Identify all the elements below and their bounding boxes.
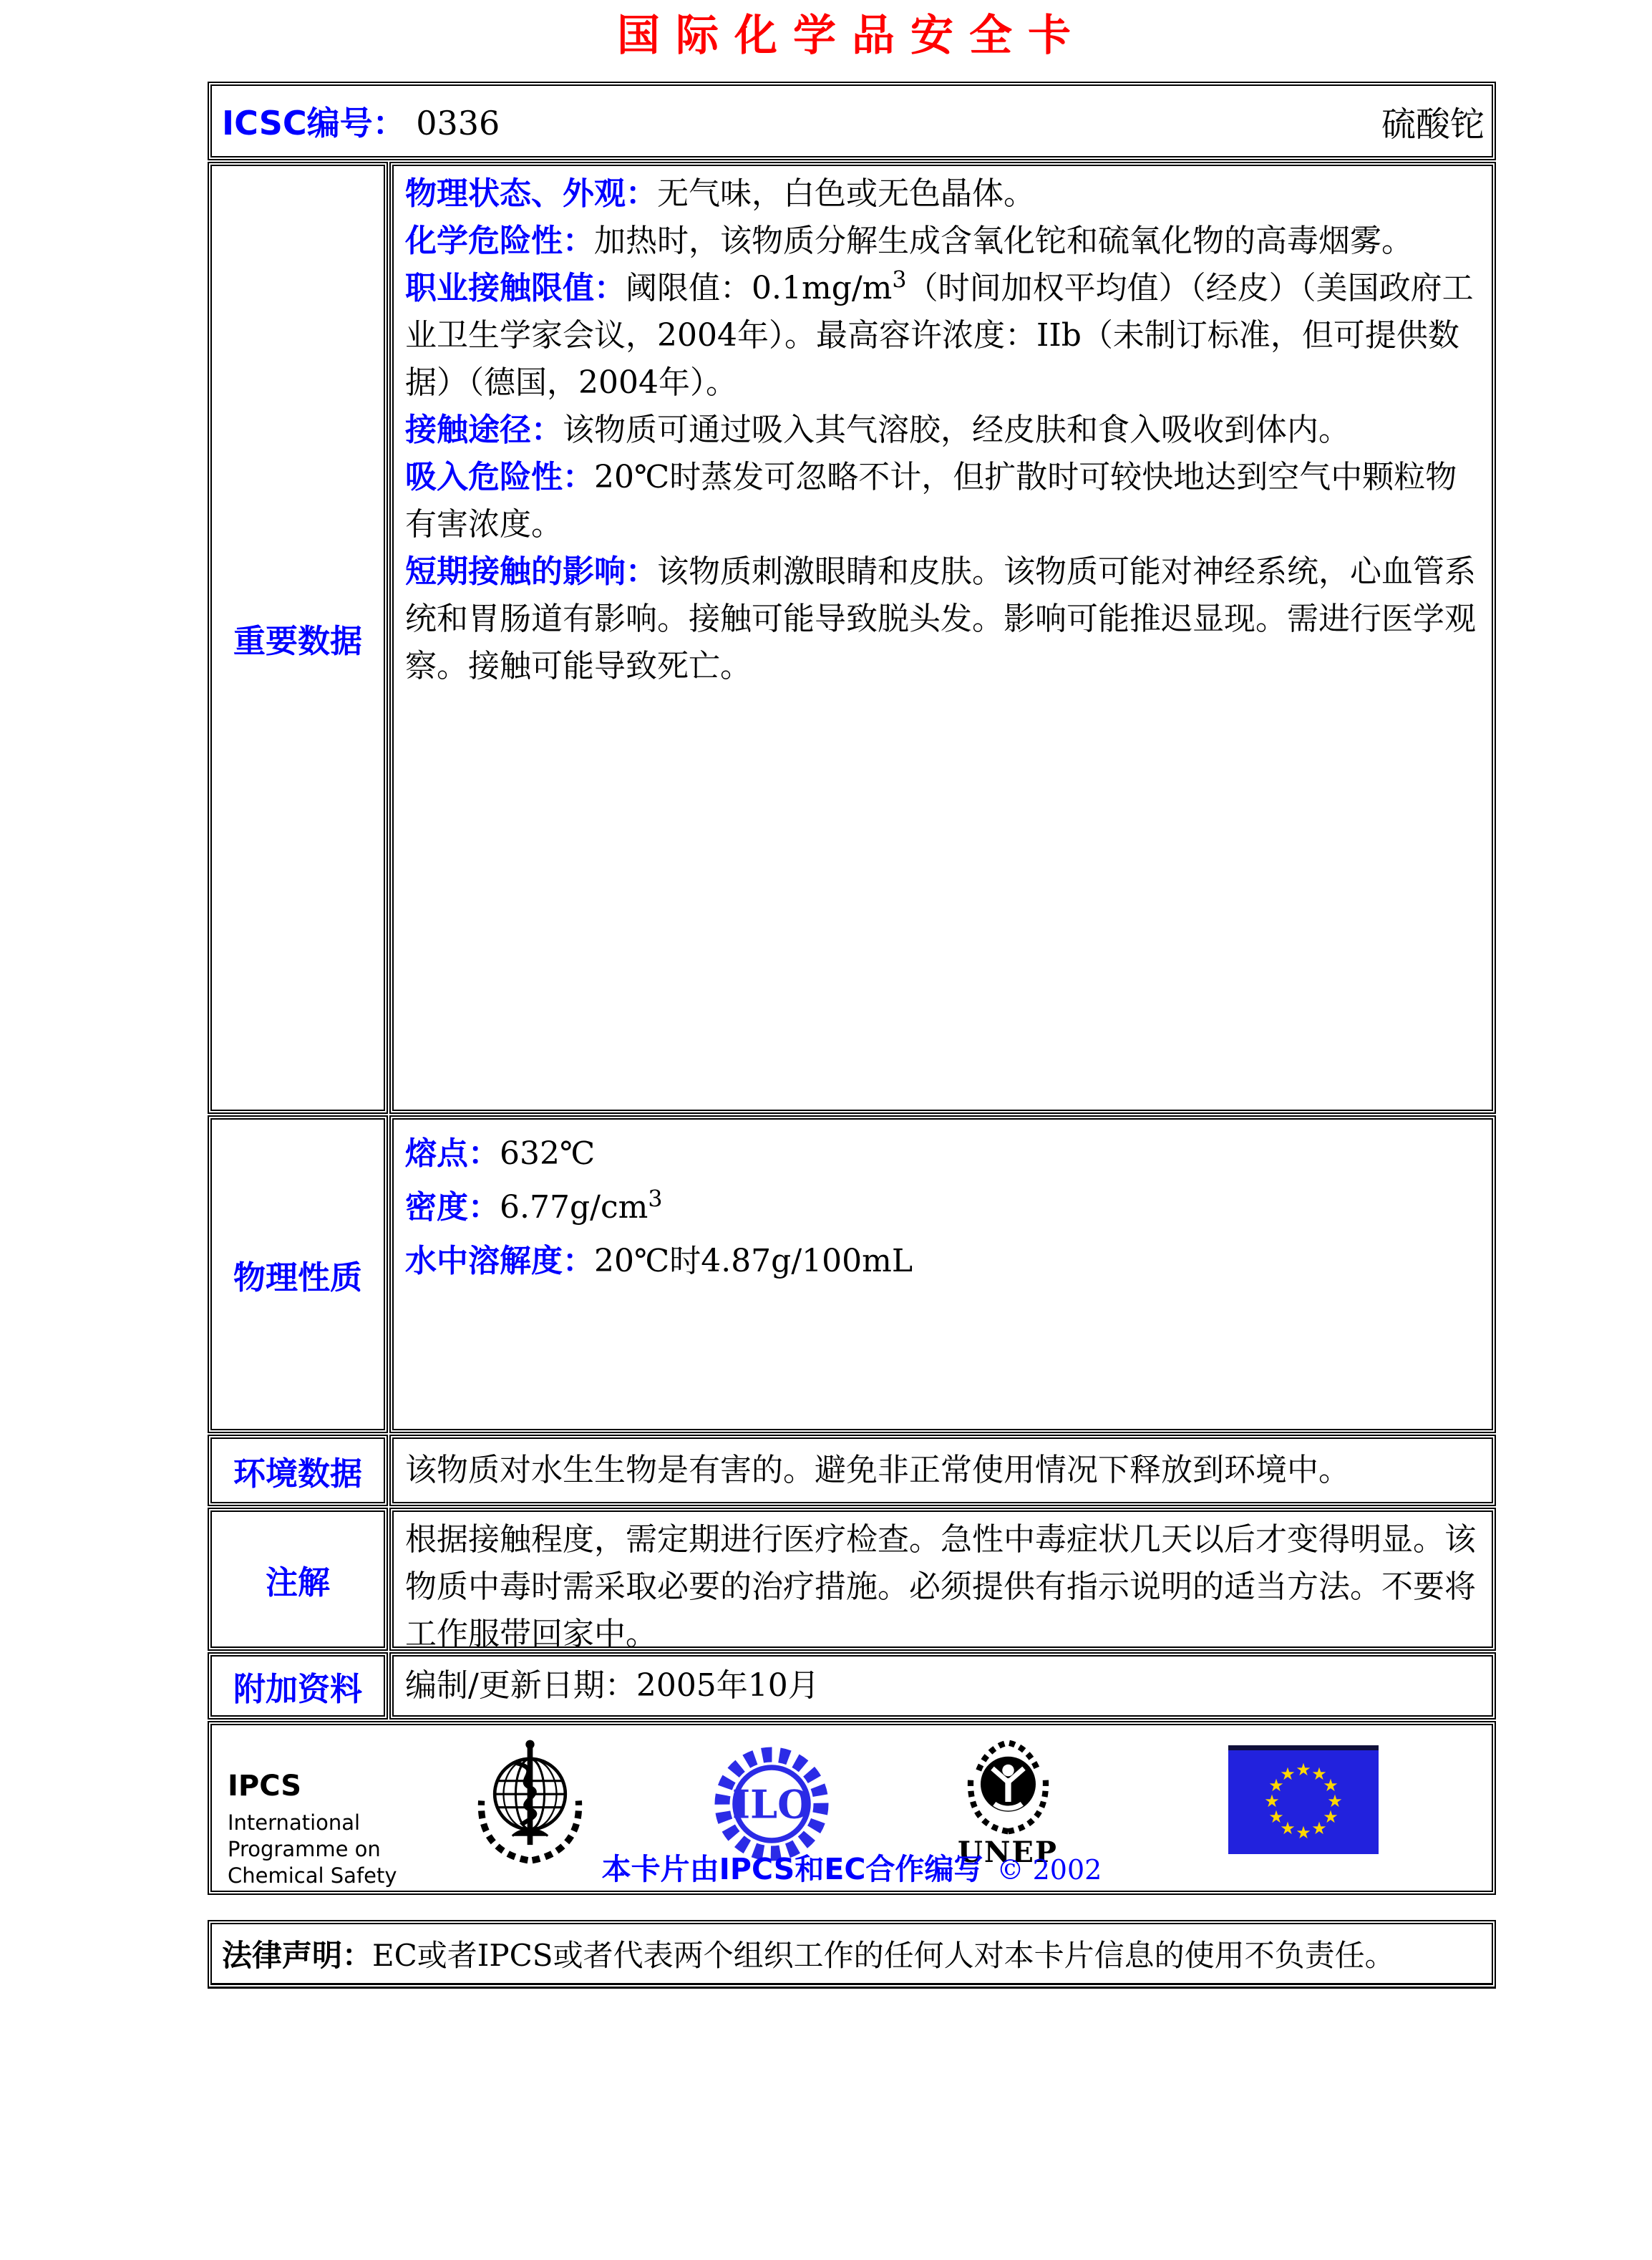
legal-notice-label: 法律声明： <box>222 1938 373 1973</box>
icsc-number-value: 0336 <box>416 104 500 142</box>
notes-text: 根据接触程度，需定期进行医疗检查。急性中毒症状几天以后才变得明显。该物质中毒时需采取必要的治疗措施。必须提供有指示说明的适当方法。不要将工作服带回家中。 <box>405 1521 1476 1652</box>
ipcs-line: Chemical Safety <box>228 1863 397 1888</box>
svg-text:★: ★ <box>1296 1760 1311 1780</box>
legal-notice-text: EC或者IPCS或者代表两个组织工作的任何人对本卡片信息的使用不负责任。 <box>372 1938 1395 1973</box>
field-paragraph: 化学危险性：加热时，该物质分解生成含氧化铊和硫氧化物的高毒烟雾。 <box>405 223 1413 259</box>
physical-properties-row <box>208 1115 1496 1433</box>
field-label: 化学危险性： <box>405 223 594 259</box>
svg-text:★: ★ <box>1268 1775 1284 1795</box>
update-date-label: 编制/更新日期： <box>405 1667 636 1704</box>
notes-content <box>389 1508 1496 1651</box>
icsc-number-group <box>222 97 500 145</box>
environmental-data-content <box>389 1435 1496 1506</box>
additional-info-content <box>389 1652 1496 1720</box>
important-data-label: 重要数据 <box>208 162 388 1114</box>
ipcs-title: IPCS <box>228 1770 302 1803</box>
field-paragraph: 熔点：632℃ <box>405 1135 596 1172</box>
field-label: 物理状态、外观： <box>405 175 657 212</box>
svg-text:★: ★ <box>1280 1818 1296 1838</box>
physical-properties-content <box>389 1115 1496 1433</box>
header-row <box>208 82 1496 160</box>
update-date-value: 2005年10月 <box>636 1667 820 1704</box>
field-paragraph: 短期接触的影响：该物质刺激眼睛和皮肤。该物质可能对神经系统，心血管系统和胃肠道有影响。接触可能导致脱头发。影响可能推迟显现。需进行医学观察。接触可能导致死亡。 <box>405 553 1476 684</box>
important-data-row <box>208 162 1496 1114</box>
page-title: 国际化学品安全卡 <box>617 11 1087 61</box>
notes-row <box>208 1508 1496 1651</box>
environmental-data-row <box>208 1435 1496 1506</box>
logos-cell <box>208 1721 1496 1895</box>
field-label: 接触途径： <box>405 412 563 448</box>
notes-label: 注解 <box>208 1508 388 1651</box>
field-label: 熔点： <box>405 1135 500 1172</box>
environmental-data-text: 该物质对水生生物是有害的。避免非正常使用情况下释放到环境中。 <box>405 1452 1350 1488</box>
svg-text:★: ★ <box>1311 1764 1327 1784</box>
svg-text:★: ★ <box>1311 1818 1327 1838</box>
svg-text:★: ★ <box>1327 1791 1343 1811</box>
field-label: 吸入危险性： <box>405 459 594 495</box>
copyright-text: © 2002 <box>996 1854 1102 1886</box>
field-paragraph: 吸入危险性：20℃时蒸发可忽略不计，但扩散时可较快地达到空气中颗粒物有害浓度。 <box>405 459 1457 543</box>
logos-row <box>208 1721 1496 1895</box>
credit-text: 本卡片由IPCS和EC合作编写 <box>601 1852 983 1886</box>
ipcs-line: Programme on <box>228 1837 381 1861</box>
chemical-name: 硫酸铊 <box>1381 104 1485 145</box>
svg-text:★: ★ <box>1264 1791 1280 1811</box>
svg-text:★: ★ <box>1268 1807 1284 1827</box>
svg-text:★: ★ <box>1280 1764 1296 1784</box>
header-cell <box>208 82 1496 160</box>
icsc-number-label: ICSC编号： <box>222 104 406 142</box>
svg-text:★: ★ <box>1296 1823 1311 1843</box>
ipcs-line: International <box>228 1810 361 1835</box>
important-data-content <box>389 162 1496 1114</box>
svg-text:★: ★ <box>1323 1807 1338 1827</box>
field-paragraph: 物理状态、外观：无气味，白色或无色晶体。 <box>405 175 1035 212</box>
additional-info-row <box>208 1652 1496 1720</box>
field-label: 职业接触限值： <box>405 270 626 306</box>
ilo-monogram: ILO <box>732 1781 812 1828</box>
field-label: 水中溶解度： <box>405 1243 594 1279</box>
svg-text:★: ★ <box>1323 1775 1338 1795</box>
eu-flag-icon <box>1228 1745 1379 1857</box>
icsc-card-table <box>208 82 1496 1896</box>
additional-info-label: 附加资料 <box>208 1652 388 1720</box>
legal-notice-row <box>208 1920 1496 1989</box>
physical-properties-label: 物理性质 <box>208 1115 388 1433</box>
environmental-data-label: 环境数据 <box>208 1435 388 1506</box>
field-label: 密度： <box>405 1189 500 1226</box>
field-paragraph: 水中溶解度：20℃时4.87g/100mL <box>405 1243 913 1279</box>
credit-line <box>212 1846 1492 1888</box>
field-paragraph: 密度：$6.77g/cm^3$ <box>405 1186 663 1226</box>
field-paragraph: 接触途径：该物质可通过吸入其气溶胶，经皮肤和食入吸收到体内。 <box>405 412 1350 448</box>
field-label: 短期接触的影响： <box>405 553 657 590</box>
unep-caption: UNEP <box>957 1835 1058 1869</box>
field-paragraph: 职业接触限值：阈限值：$0.1mg/m^3$（时间加权平均值）（经皮）（美国政府工业卫生学家会议，2004年）。最高容许浓度：IIb（未制订标准，但可提供数据）（德国，2004年）。 <box>405 267 1474 401</box>
